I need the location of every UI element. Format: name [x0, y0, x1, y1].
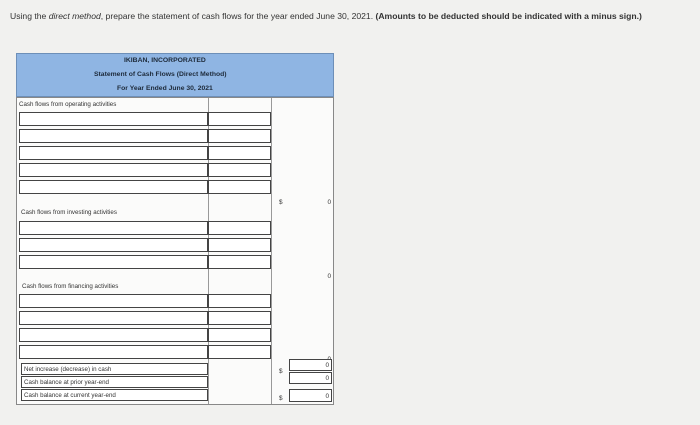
operating-line-4-amount[interactable] — [208, 163, 271, 177]
investing-section-label: Cash flows from investing activities — [21, 209, 117, 216]
operating-line-3-desc[interactable] — [19, 146, 208, 160]
net-change-amount-box[interactable] — [289, 359, 332, 371]
operating-line-1-amount[interactable] — [208, 112, 271, 126]
financing-line-1-amount[interactable] — [208, 294, 271, 308]
net-change-amount: 0 — [325, 362, 329, 369]
investing-line-2-desc[interactable] — [19, 238, 208, 252]
instructions-bold: (Amounts to be deducted should be indicated with a minus sign.) — [375, 11, 642, 21]
operating-line-2-amount[interactable] — [208, 129, 271, 143]
prior-balance-amount: 0 — [325, 375, 329, 382]
operating-section-label: Cash flows from operating activities — [19, 101, 117, 108]
prior-balance-label-box — [21, 376, 208, 388]
prior-balance-amount-box[interactable] — [289, 372, 332, 384]
financing-line-4-amount[interactable] — [208, 345, 271, 359]
operating-total: 0 — [327, 199, 331, 206]
investing-line-2-amount[interactable] — [208, 238, 271, 252]
current-balance-amount: 0 — [325, 393, 329, 400]
company-name: IKIBAN, INCORPORATED — [124, 57, 206, 64]
net-change-dollar-sign: $ — [279, 368, 283, 375]
instructions-text-2: , prepare the statement of cash flows for the year ended June 30, 2021. — [100, 11, 376, 21]
statement-period: For Year Ended June 30, 2021 — [117, 85, 213, 92]
operating-line-1-desc[interactable] — [19, 112, 208, 126]
prior-balance-label: Cash balance at prior year-end — [24, 379, 109, 386]
operating-line-3-amount[interactable] — [208, 146, 271, 160]
net-change-label: Net increase (decrease) in cash — [24, 366, 112, 373]
financing-section-label: Cash flows from financing activities — [22, 283, 119, 290]
net-change-label-box — [21, 363, 208, 375]
statement-body — [16, 97, 334, 405]
operating-dollar-sign: $ — [279, 199, 283, 206]
current-balance-dollar-sign: $ — [279, 395, 283, 402]
operating-line-4-desc[interactable] — [19, 163, 208, 177]
statement-title: Statement of Cash Flows (Direct Method) — [94, 71, 227, 78]
financing-line-3-desc[interactable] — [19, 328, 208, 342]
operating-line-5-desc[interactable] — [19, 180, 208, 194]
instructions-text: Using the — [10, 11, 49, 21]
financing-line-4-desc[interactable] — [19, 345, 208, 359]
investing-line-1-amount[interactable] — [208, 221, 271, 235]
investing-total: 0 — [327, 273, 331, 280]
investing-line-3-amount[interactable] — [208, 255, 271, 269]
instructions-emphasis: direct method — [48, 11, 101, 21]
cash-flow-statement — [16, 53, 334, 405]
instructions — [10, 11, 690, 22]
current-balance-label: Cash balance at current year-end — [24, 392, 116, 399]
operating-line-5-amount[interactable] — [208, 180, 271, 194]
operating-line-2-desc[interactable] — [19, 129, 208, 143]
investing-line-1-desc[interactable] — [19, 221, 208, 235]
investing-line-3-desc[interactable] — [19, 255, 208, 269]
financing-line-3-amount[interactable] — [208, 328, 271, 342]
financing-line-2-desc[interactable] — [19, 311, 208, 325]
financing-line-2-amount[interactable] — [208, 311, 271, 325]
current-balance-amount-box[interactable] — [289, 389, 332, 402]
statement-header — [16, 53, 334, 97]
financing-line-1-desc[interactable] — [19, 294, 208, 308]
current-balance-label-box — [21, 389, 208, 401]
